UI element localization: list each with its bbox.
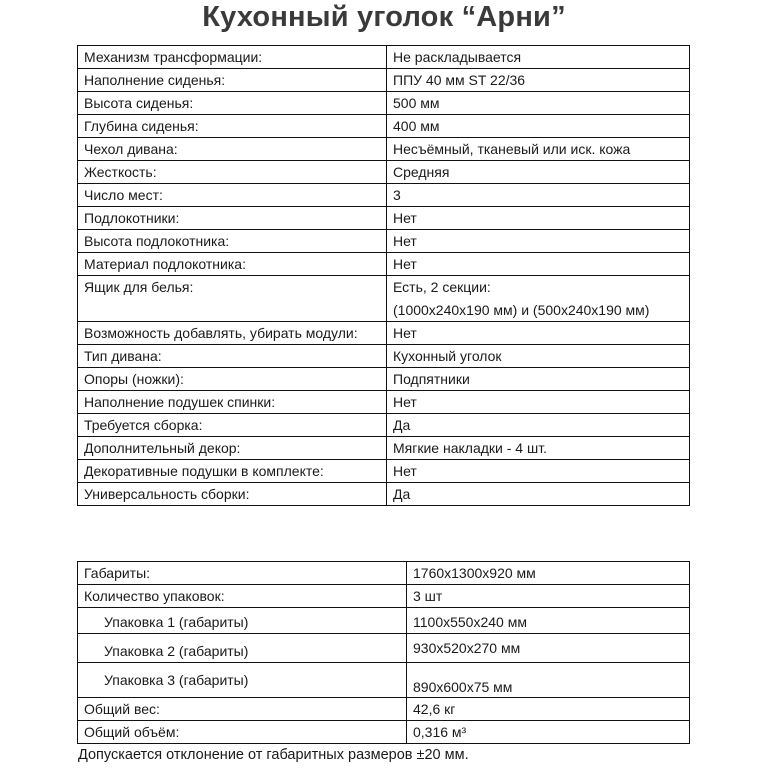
table-row-package-2 — [78, 634, 690, 663]
table-row-packages-count — [78, 585, 690, 608]
table-row — [78, 483, 690, 506]
spec-label: Возможность добавлять, убирать модули: — [78, 322, 387, 345]
spec-value: 3 шт — [407, 585, 690, 608]
package-label: Упаковка 1 (габариты) — [78, 608, 407, 634]
spec-value: 3 — [387, 184, 690, 207]
table-row — [78, 230, 690, 253]
table-row — [78, 207, 690, 230]
spec-label: Механизм трансформации: — [78, 46, 387, 69]
spec-label: Высота подлокотника: — [78, 230, 387, 253]
spec-label: Число мест: — [78, 184, 387, 207]
spec-label: Общий вес: — [78, 698, 407, 721]
spec-value: ППУ 40 мм ST 22/36 — [387, 69, 690, 92]
spec-label: Требуется сборка: — [78, 414, 387, 437]
table-row — [78, 276, 690, 322]
spec-label: Дополнительный декор: — [78, 437, 387, 460]
table-row — [78, 69, 690, 92]
page-title: Кухонный уголок “Арни” — [202, 1, 566, 33]
spec-label: Ящик для белья: — [78, 276, 387, 322]
package-value: 1100x550x240 мм — [407, 608, 690, 634]
tolerance-footnote: Допускается отклонение от габаритных размеров ±20 мм. — [78, 747, 469, 763]
table-row — [78, 368, 690, 391]
table-row-package-3 — [78, 663, 690, 698]
table-row — [78, 414, 690, 437]
spec-label: Материал подлокотника: — [78, 253, 387, 276]
spec-label: Глубина сиденья: — [78, 115, 387, 138]
spec-label: Декоративные подушки в комплекте: — [78, 460, 387, 483]
spec-value: 0,316 м³ — [407, 721, 690, 744]
table-row — [78, 322, 690, 345]
spec-label: Подлокотники: — [78, 207, 387, 230]
spec-label: Количество упаковок: — [78, 585, 407, 608]
spec-label: Наполнение подушек спинки: — [78, 391, 387, 414]
table-row-package-1 — [78, 608, 690, 634]
spec-value: Нет — [387, 391, 690, 414]
spec-value: Нет — [387, 460, 690, 483]
spec-label: Высота сиденья: — [78, 92, 387, 115]
spec-label: Общий объём: — [78, 721, 407, 744]
table-row-volume — [78, 721, 690, 744]
table-row — [78, 460, 690, 483]
spec-label: Габариты: — [78, 562, 407, 585]
table-row — [78, 253, 690, 276]
table-row — [78, 92, 690, 115]
spec-value: Нет — [387, 207, 690, 230]
spec-label: Универсальность сборки: — [78, 483, 387, 506]
spec-value: 400 мм — [387, 115, 690, 138]
spec-label: Наполнение сиденья: — [78, 69, 387, 92]
table-row — [78, 138, 690, 161]
spec-value: Мягкие накладки - 4 шт. — [387, 437, 690, 460]
spec-value: Несъёмный, тканевый или иск. кожа — [387, 138, 690, 161]
spec-value: Средняя — [387, 161, 690, 184]
table-row — [78, 437, 690, 460]
spec-value: 42,6 кг — [407, 698, 690, 721]
spec-value: 1760x1300x920 мм — [407, 562, 690, 585]
table-row — [78, 184, 690, 207]
spec-value: Не раскладывается — [387, 46, 690, 69]
specifications-table — [77, 45, 690, 506]
dimensions-table — [77, 561, 690, 744]
spec-label: Жесткость: — [78, 161, 387, 184]
spec-value-line: (1000x240x190 мм) и (500x240x190 мм) — [393, 302, 650, 318]
table-row — [78, 115, 690, 138]
package-label: Упаковка 3 (габариты) — [78, 663, 407, 698]
table-row — [78, 391, 690, 414]
spec-value: 500 мм — [387, 92, 690, 115]
spec-value: Подпятники — [387, 368, 690, 391]
spec-value: Да — [387, 483, 690, 506]
table-row — [78, 161, 690, 184]
spec-value: Нет — [387, 253, 690, 276]
spec-label: Тип дивана: — [78, 345, 387, 368]
spec-value: Нет — [387, 322, 690, 345]
spec-value: Кухонный уголок — [387, 345, 690, 368]
package-label: Упаковка 2 (габариты) — [78, 634, 407, 663]
spec-value-line: Есть, 2 секции: — [393, 279, 491, 295]
package-value: 930x520x270 мм — [407, 634, 690, 663]
spec-label: Чехол дивана: — [78, 138, 387, 161]
spec-value: Нет — [387, 230, 690, 253]
table-row — [78, 345, 690, 368]
table-row-weight — [78, 698, 690, 721]
spec-value: Да — [387, 414, 690, 437]
spec-value — [387, 276, 690, 322]
spec-label: Опоры (ножки): — [78, 368, 387, 391]
table-row-overall — [78, 562, 690, 585]
table-row — [78, 46, 690, 69]
package-value: 890x600x75 мм — [407, 663, 690, 698]
